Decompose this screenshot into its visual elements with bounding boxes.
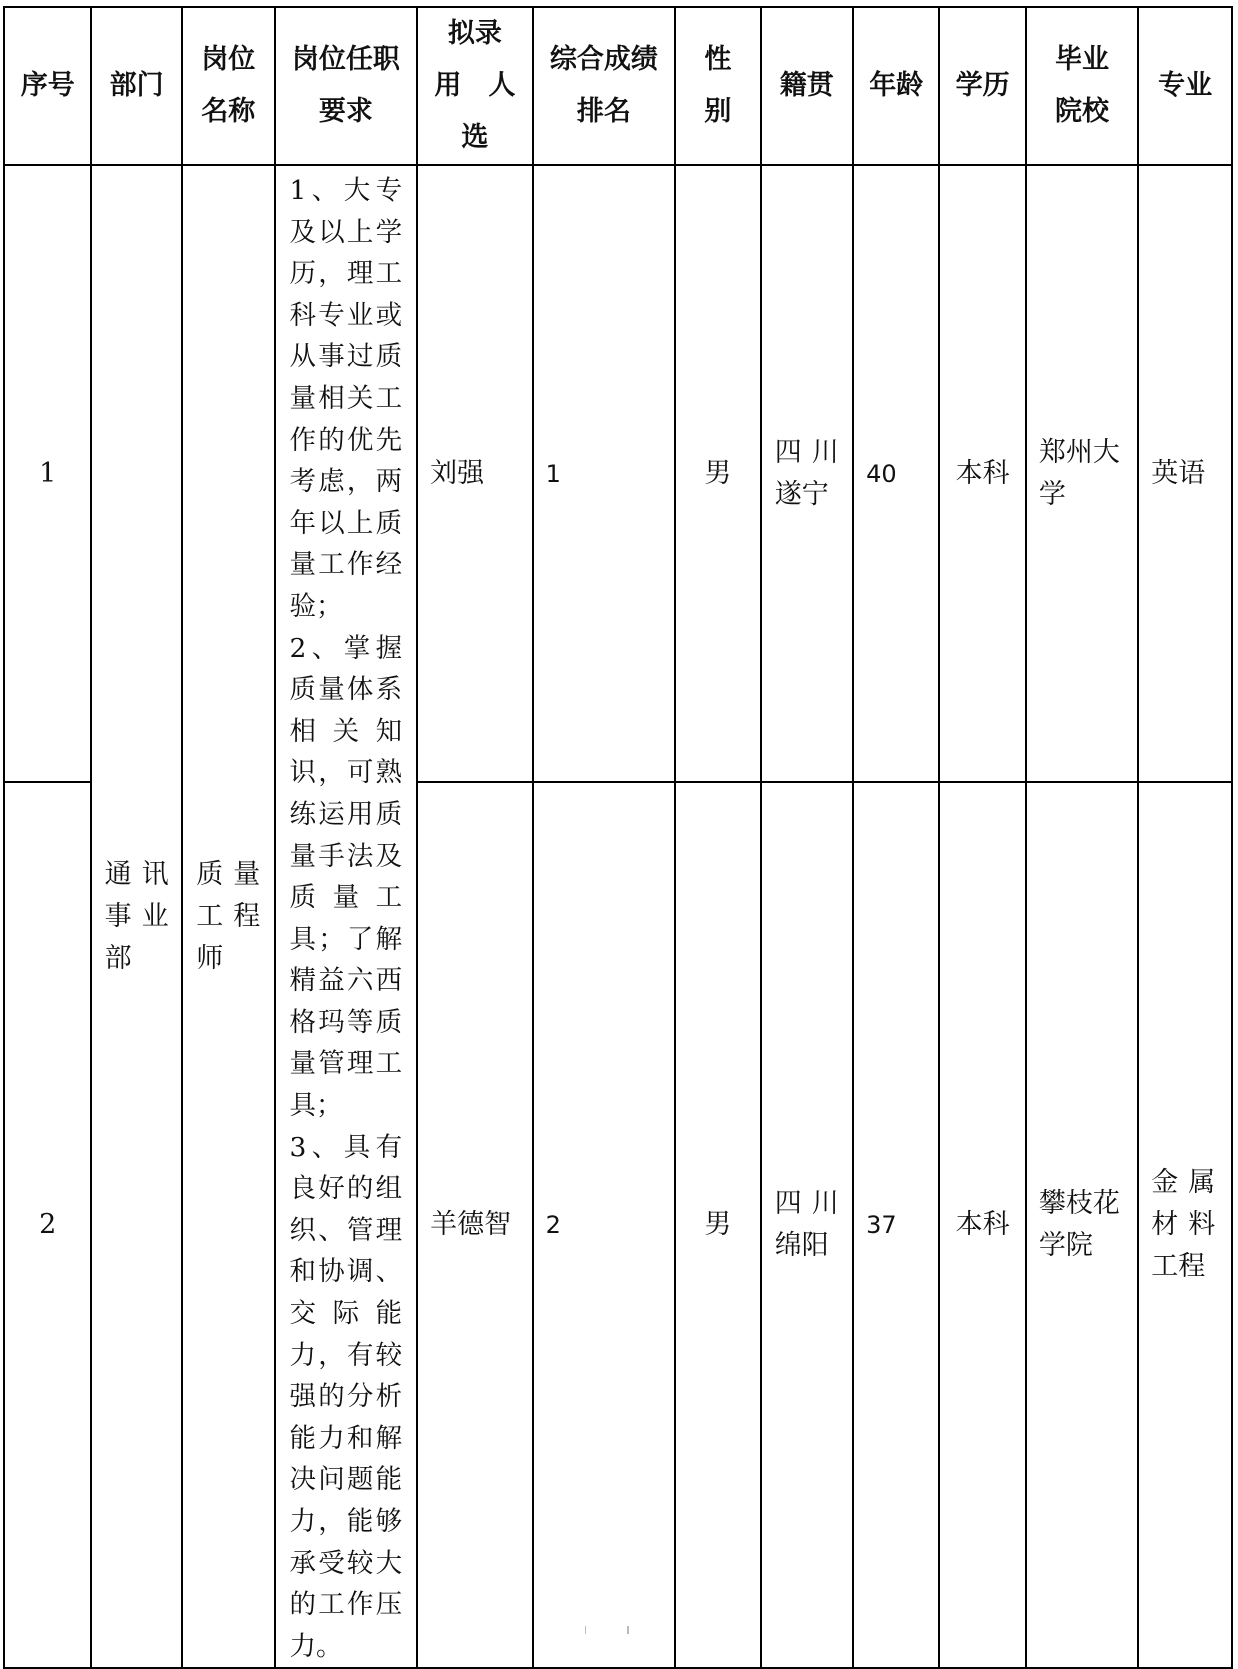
cell-school: [1026, 782, 1138, 1668]
cell-gender: 男: [675, 165, 760, 782]
requirement-item: 1、大专及以上学历，理工科专业或从事过质量相关工作的优先考虑，两年以上质量工作经验；: [289, 175, 403, 622]
cell-rank: 2: [533, 782, 676, 1668]
requirement-item: 2、掌握质量体系相关知识，可熟练运用质量手法及质量工具；了解精益六西格玛等质量管理工具；: [289, 632, 403, 1122]
cell-school: [1026, 165, 1138, 782]
header-school: 毕业 院校: [1026, 7, 1138, 165]
post-text: 质量工程师: [196, 858, 261, 974]
origin-text: 四川遂宁: [774, 436, 839, 510]
header-rank: 综合成绩 排名: [533, 7, 676, 165]
header-origin: 籍贯: [761, 7, 854, 165]
header-major: 专业: [1138, 7, 1232, 165]
cell-rank: 1: [533, 165, 676, 782]
cell-gender: 男: [675, 782, 760, 1668]
requirement-item: 3、具有良好的组织、管理和协调、交际能力，有较强的分析能力和解决问题能力，能够承受较大的工作压力。: [289, 1131, 403, 1662]
major-text: 金属材料工程: [1151, 1167, 1216, 1283]
origin-text: 四川绵阳: [774, 1188, 839, 1262]
candidate-table: [3, 6, 1233, 1669]
cell-age: 40: [853, 165, 939, 782]
cell-candidate: 羊德智: [417, 782, 533, 1668]
page-fold-mark: [585, 1626, 653, 1634]
header-seq: 序号: [4, 7, 91, 165]
header-dept: 部门: [91, 7, 182, 165]
cell-origin: [761, 165, 854, 782]
school-text: 郑州大学: [1038, 436, 1120, 510]
cell-major: [1138, 782, 1232, 1668]
cell-origin: [761, 782, 854, 1668]
cell-post: [182, 165, 275, 1668]
cell-candidate: 刘强: [417, 165, 533, 782]
cell-requirements: [275, 165, 418, 1668]
cell-education: 本科: [939, 165, 1025, 782]
cell-seq: 1: [4, 165, 91, 782]
header-row: [4, 7, 1232, 165]
cell-age: 37: [853, 782, 939, 1668]
cell-education: 本科: [939, 782, 1025, 1668]
header-age: 年龄: [853, 7, 939, 165]
header-gender: 性 别: [675, 7, 760, 165]
cell-major: 英语: [1138, 165, 1232, 782]
header-education: 学历: [939, 7, 1025, 165]
header-candidate: 拟录 用 人 选: [417, 7, 533, 165]
table-row: [4, 165, 1232, 782]
dept-text: 通讯事业部: [104, 858, 169, 974]
cell-seq: 2: [4, 782, 91, 1668]
header-post: 岗位 名称: [182, 7, 275, 165]
cell-dept: [91, 165, 182, 1668]
school-text: 攀枝花学院: [1038, 1188, 1120, 1262]
header-requirements: 岗位任职 要求: [275, 7, 418, 165]
